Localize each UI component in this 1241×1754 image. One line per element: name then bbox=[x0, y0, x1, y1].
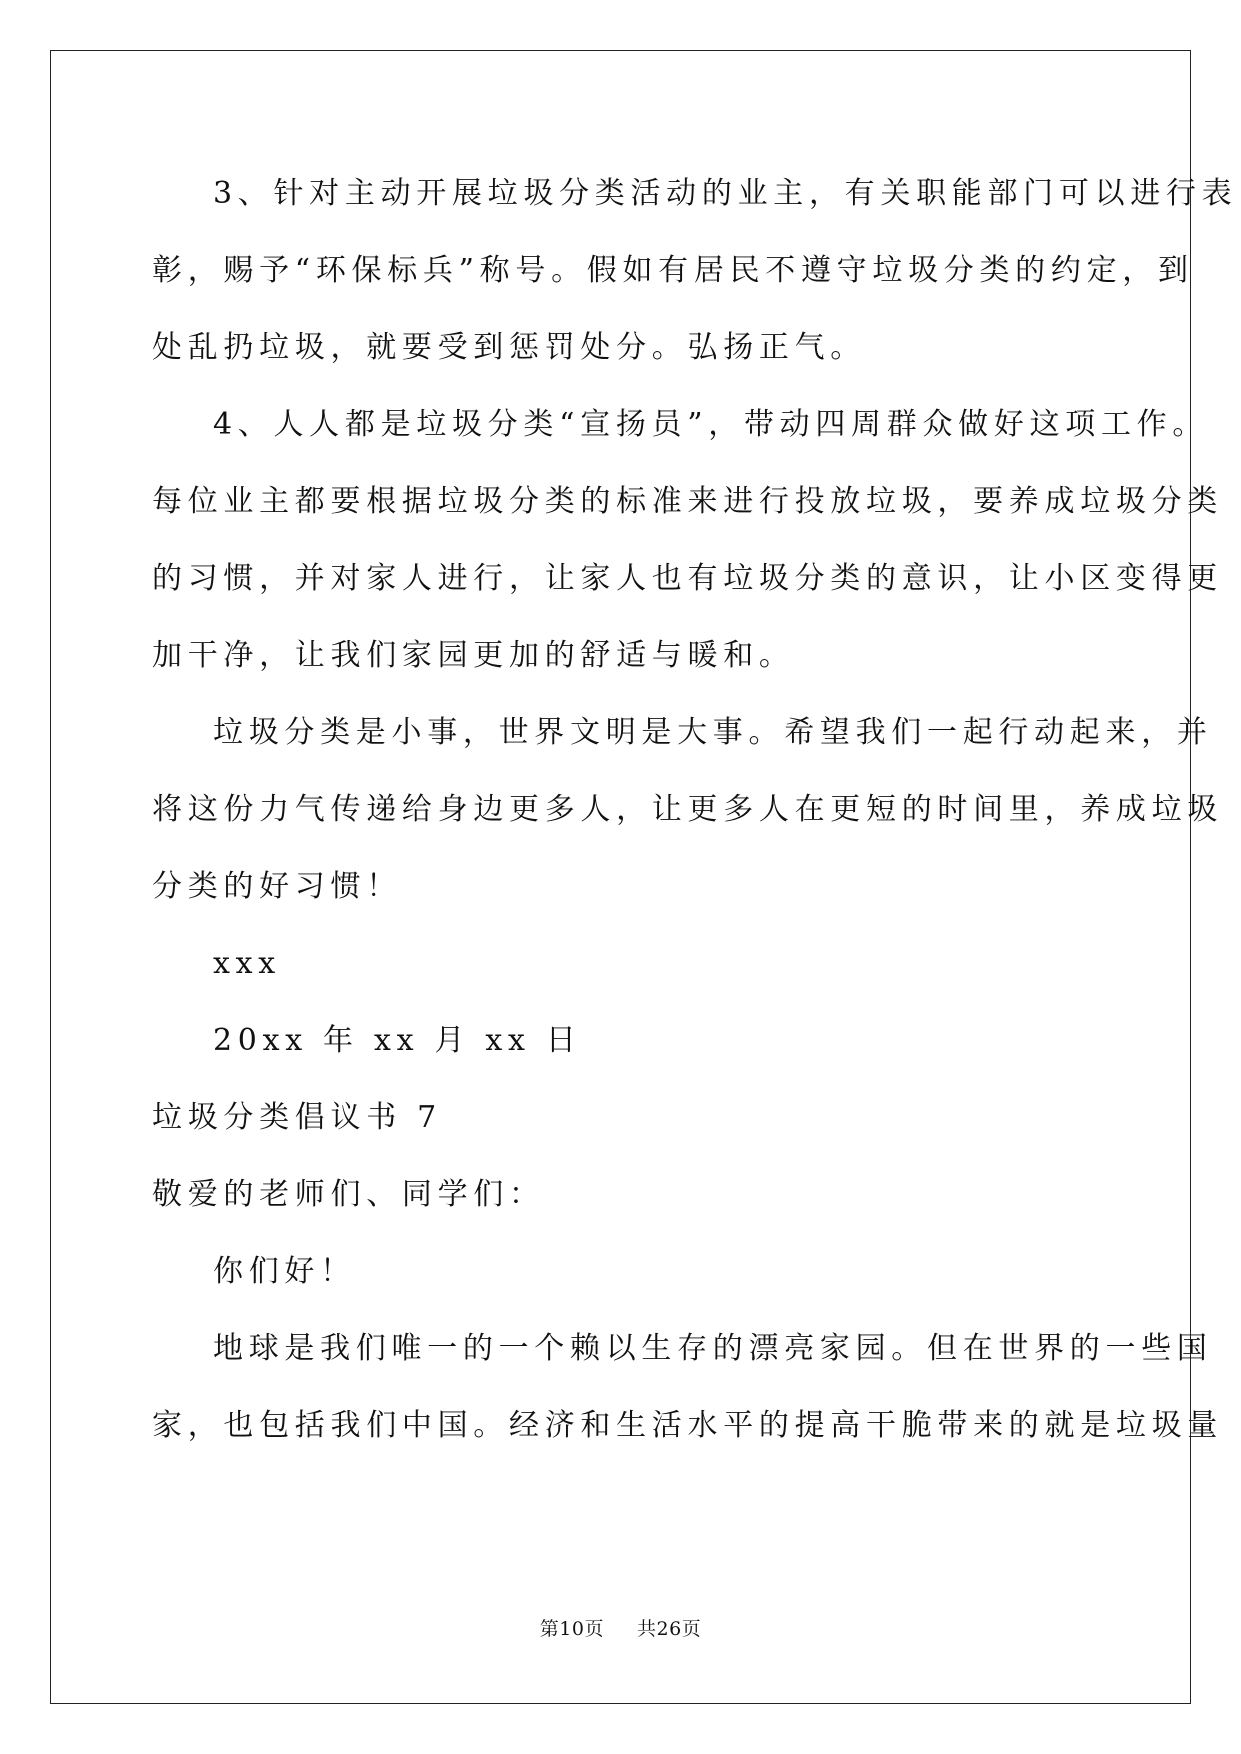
paragraph-line: 3、针对主动开展垃圾分类活动的业主，有关职能部门可以进行表 bbox=[213, 176, 1238, 211]
paragraph-line: 每位业主都要根据垃圾分类的标准来进行投放垃圾，要养成垃圾分类 bbox=[152, 484, 1223, 519]
paragraph-line: 垃圾分类是小事，世界文明是大事。希望我们一起行动起来，并 bbox=[213, 715, 1213, 750]
section-title: 垃圾分类倡议书 7 bbox=[152, 1100, 442, 1135]
document-body bbox=[152, 155, 1238, 1464]
paragraph-line: 4、人人都是垃圾分类“宣扬员”，带动四周群众做好这项工作。 bbox=[213, 407, 1209, 442]
date-line: 20xx 年 xx 月 xx 日 bbox=[213, 1023, 582, 1058]
paragraph-line: 分类的好习惯！ bbox=[152, 869, 402, 904]
paragraph-line: 将这份力气传递给身边更多人，让更多人在更短的时间里，养成垃圾 bbox=[152, 792, 1223, 827]
paragraph-line: 加干净，让我们家园更加的舒适与暖和。 bbox=[152, 638, 795, 673]
paragraph-line: 处乱扔垃圾，就要受到惩罚处分。弘扬正气。 bbox=[152, 330, 866, 365]
page-number: 第10页 bbox=[539, 1618, 604, 1640]
page-total: 共26页 bbox=[637, 1618, 702, 1640]
greeting: 你们好！ bbox=[213, 1254, 356, 1289]
signature: xxx bbox=[213, 946, 281, 981]
paragraph-line: 地球是我们唯一的一个赖以生存的漂亮家园。但在世界的一些国 bbox=[213, 1331, 1213, 1366]
paragraph-line: 家，也包括我们中国。经济和生活水平的提高干脆带来的就是垃圾量 bbox=[152, 1408, 1223, 1443]
salutation: 敬爱的老师们、同学们： bbox=[152, 1177, 545, 1212]
paragraph-line: 彰，赐予“环保标兵”称号。假如有居民不遵守垃圾分类的约定，到 bbox=[152, 253, 1194, 288]
paragraph-line: 的习惯，并对家人进行，让家人也有垃圾分类的意识，让小区变得更 bbox=[152, 561, 1223, 596]
page-footer bbox=[0, 1614, 1241, 1641]
